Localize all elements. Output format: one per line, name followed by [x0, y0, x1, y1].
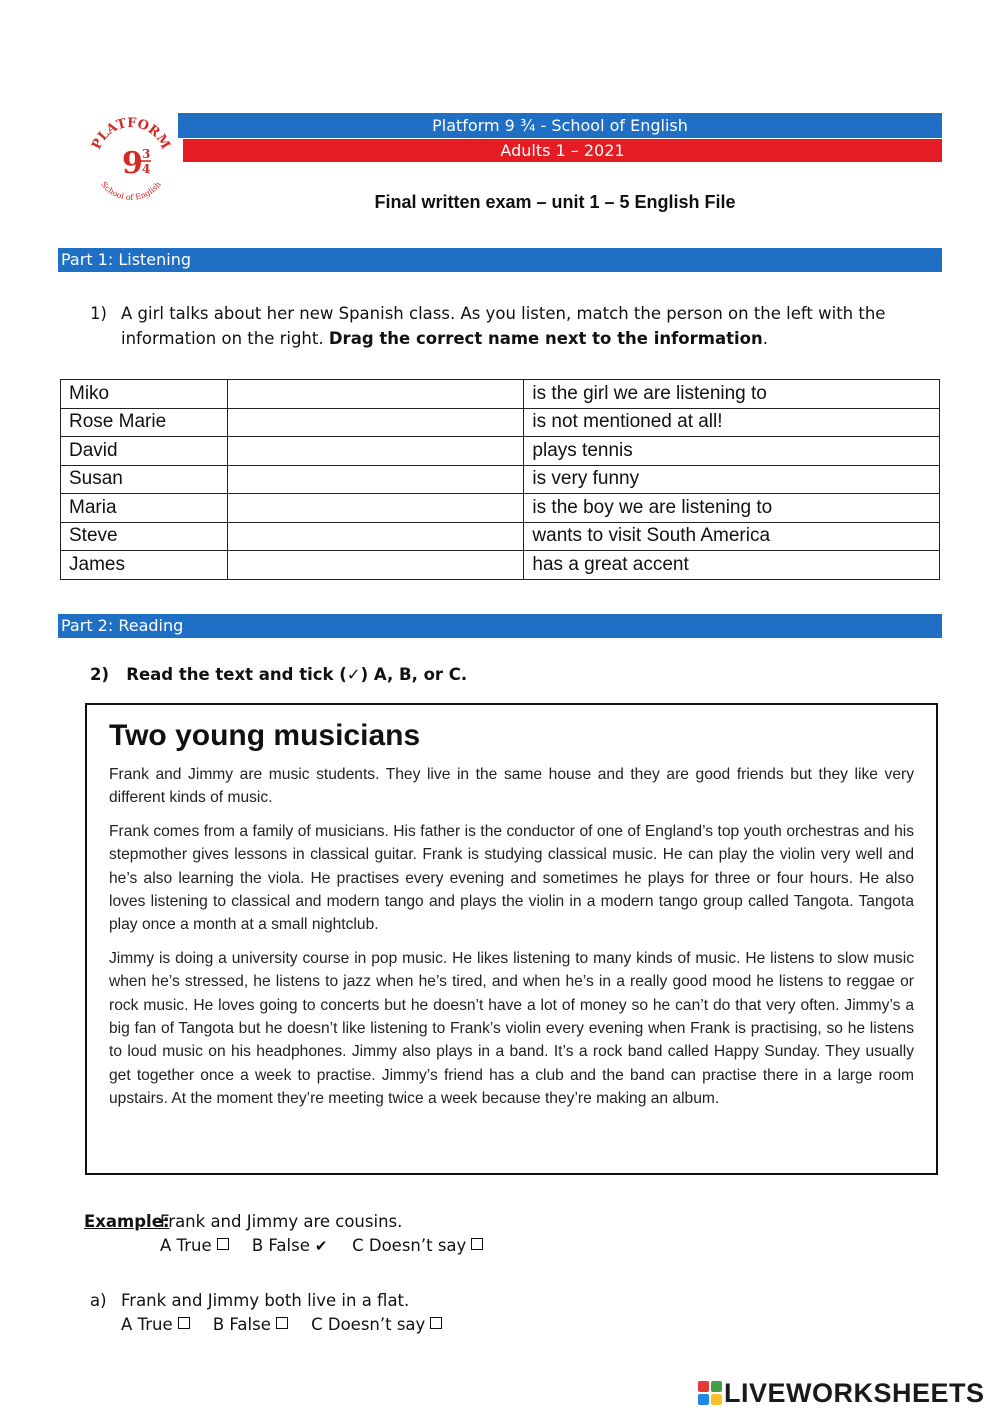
question-a-option-a[interactable] — [121, 1315, 194, 1334]
reading-paragraph: Frank and Jimmy are music students. They live in the same house and they are good friends but they like very different kinds of music. — [109, 766, 914, 807]
logo-sub-text: School of English — [99, 179, 163, 203]
info-cell: is very funny — [524, 465, 940, 494]
checkbox-icon[interactable] — [430, 1317, 442, 1329]
draggable-name[interactable]: Steve — [61, 522, 228, 551]
instruction-text: A girl talks about her new Spanish class. As you listen, match the person on the left with the information on the right. — [121, 304, 886, 348]
option-text: Doesn’t say — [327, 1315, 426, 1334]
table-row — [61, 437, 940, 466]
info-cell: has a great accent — [524, 551, 940, 580]
exam-title: Final written exam – unit 1 – 5 English File — [374, 192, 736, 212]
logo-arc-text: PLATFORM — [89, 115, 173, 152]
table-row — [61, 551, 940, 580]
example-sentence: Frank and Jimmy are cousins. — [160, 1212, 403, 1231]
option-text: True — [137, 1315, 173, 1334]
draggable-name[interactable]: Rose Marie — [61, 408, 228, 437]
option-letter: B — [212, 1315, 225, 1334]
option-text: True — [176, 1236, 212, 1255]
reading-paragraph: Frank comes from a family of musicians. His father is the conductor of one of England’s top youth orchestras and his stepmother gives lessons in classical guitar. Frank is studying classical music. He can play the violin very well and he’s also learning the viola. He practises every evening and sometimes he plays for three or four hours. He also loves listening to classical and modern tango and plays the violin in a modern tango group called Tangota. Tangota play once a month at a small nightclub. — [109, 822, 914, 934]
drop-target[interactable] — [227, 551, 524, 580]
option-letter: C — [311, 1315, 323, 1334]
table-row — [61, 494, 940, 523]
option-text: Doesn’t say — [368, 1236, 467, 1255]
example-option-c — [352, 1236, 487, 1255]
drop-target[interactable] — [227, 465, 524, 494]
draggable-name[interactable]: James — [61, 551, 228, 580]
draggable-name[interactable]: David — [61, 437, 228, 466]
question-1-instruction — [121, 301, 901, 351]
info-cell: is the boy we are listening to — [524, 494, 940, 523]
instruction-end: . — [762, 329, 768, 348]
instruction-bold: Drag the correct name next to the information — [328, 329, 763, 348]
table-row — [61, 408, 940, 437]
question-1-number: 1) — [90, 304, 107, 323]
option-text: False — [229, 1315, 271, 1334]
matching-table — [60, 379, 940, 580]
logo-fraction-bottom: 4 — [142, 162, 151, 176]
logo-number: 9 — [122, 146, 143, 181]
question-a-label: a) — [90, 1291, 107, 1310]
example-options — [160, 1233, 501, 1259]
liveworksheets-logo-icon — [698, 1381, 722, 1405]
draggable-name[interactable]: Miko — [61, 380, 228, 409]
checkbox-icon[interactable] — [178, 1317, 190, 1329]
question-a-option-b[interactable] — [213, 1315, 292, 1334]
info-cell: is not mentioned at all! — [524, 408, 940, 437]
watermark-text: LIVEWORKSHEETS — [724, 1377, 985, 1408]
drop-target[interactable] — [227, 494, 524, 523]
checkbox-icon — [217, 1238, 229, 1250]
checkbox-icon[interactable] — [276, 1317, 288, 1329]
example-label: Example: — [84, 1212, 170, 1231]
question-2-number: 2) — [90, 665, 110, 684]
table-row — [61, 380, 940, 409]
option-letter: A — [160, 1236, 172, 1255]
option-letter: B — [251, 1236, 264, 1255]
question-2-text: Read the text and tick (✓) A, B, or C. — [126, 665, 468, 684]
checked-tick-icon: ✔ — [314, 1237, 328, 1255]
option-letter: C — [352, 1236, 364, 1255]
table-row — [61, 465, 940, 494]
school-name-banner: Platform 9 ¾ - School of English — [178, 113, 942, 138]
checkbox-icon — [471, 1238, 483, 1250]
info-cell: is the girl we are listening to — [524, 380, 940, 409]
school-logo — [86, 115, 176, 205]
part2-header: Part 2: Reading — [58, 614, 942, 638]
drop-target[interactable] — [227, 437, 524, 466]
reading-paragraph: Jimmy is doing a university course in pop music. He likes listening to many kinds of music. He listens to slow music when he’s stressed, he listens to jazz when he’s tired, and when he’s in a really good mood he listens to reggae or rock music. He loves going to concerts but he doesn’t have a lot of money so he can’t do that very often. Jimmy’s a big fan of Tangota but he doesn’t like listening to Frank’s violin every evening when Frank is practising, so he listens to loud music on his headphones. Jimmy also plays in a band. It’s a rock band called Happy Sunday. They usually get together once a week to practise. Jimmy’s friend has a club and the band can practise there in a large room upstairs. At the moment they’re meeting twice a week because they’re making an album. — [109, 949, 914, 1108]
question-a-option-c[interactable] — [311, 1315, 446, 1334]
info-cell: plays tennis — [524, 437, 940, 466]
draggable-name[interactable]: Maria — [61, 494, 228, 523]
option-letter: A — [121, 1315, 133, 1334]
reading-title: Two young musicians — [109, 719, 421, 752]
example-option-a — [160, 1236, 233, 1255]
liveworksheets-watermark — [698, 1377, 985, 1409]
example-option-b — [252, 1236, 333, 1255]
question-2-instruction — [90, 662, 467, 687]
drop-target[interactable] — [227, 380, 524, 409]
course-banner: Adults 1 – 2021 — [183, 139, 942, 162]
svg-text:School of English — [99, 180, 163, 202]
option-text: False — [268, 1236, 310, 1255]
reading-passage-box — [85, 703, 938, 1175]
part1-header: Part 1: Listening — [58, 248, 942, 272]
info-cell: wants to visit South America — [524, 522, 940, 551]
drop-target[interactable] — [227, 408, 524, 437]
question-a-sentence: Frank and Jimmy both live in a flat. — [121, 1291, 410, 1310]
question-a-options — [121, 1312, 460, 1337]
drop-target[interactable] — [227, 522, 524, 551]
table-row — [61, 522, 940, 551]
logo-fraction-top: 3 — [142, 147, 151, 161]
draggable-name[interactable]: Susan — [61, 465, 228, 494]
